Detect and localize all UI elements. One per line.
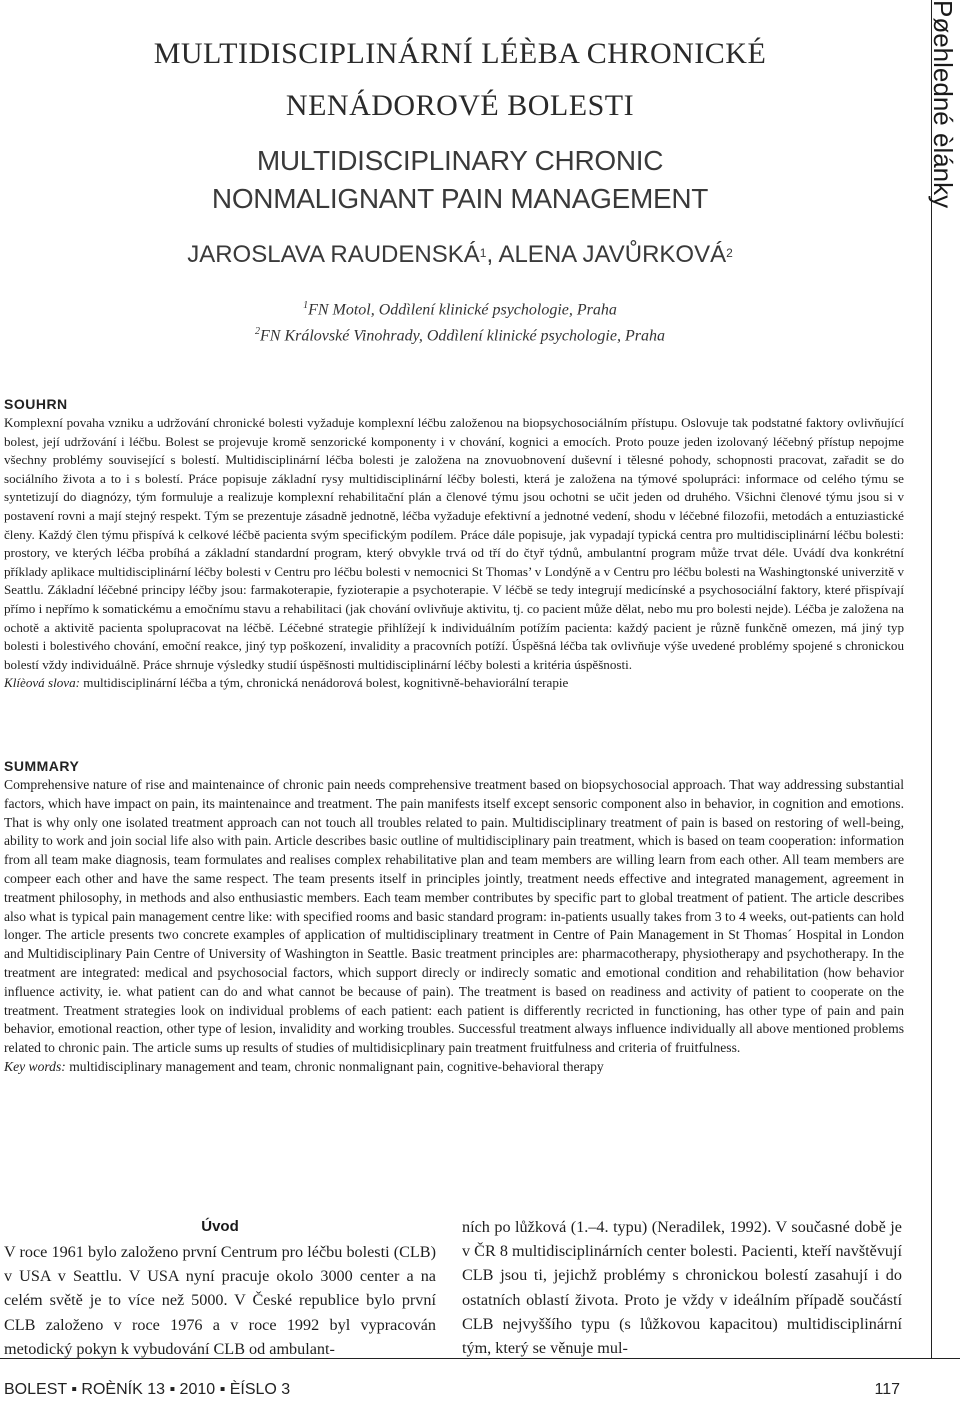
footer-divider bbox=[0, 1358, 960, 1359]
affiliation-2-sup: 2 bbox=[255, 326, 261, 338]
summary-keywords bbox=[4, 1058, 904, 1077]
page-number: 117 bbox=[874, 1381, 900, 1398]
affiliations bbox=[60, 295, 860, 348]
author-2: ALENA JAVŮRKOVÁ bbox=[498, 241, 727, 268]
summary-block bbox=[4, 776, 904, 1077]
summary-heading: SUMMARY bbox=[4, 758, 80, 774]
authors bbox=[60, 240, 860, 270]
title-czech-line1: MULTIDISCIPLINÁRNÍ LÉÈBA CHRONICKÉ bbox=[153, 37, 767, 70]
intro-heading: Úvod bbox=[201, 1218, 239, 1235]
title-english-line2: NONMALIGNANT PAIN MANAGEMENT bbox=[211, 183, 709, 214]
author-1: JAROSLAVA RAUDENSKÁ bbox=[187, 241, 480, 268]
affiliation-2 bbox=[60, 321, 860, 347]
souhrn-keywords-text: multidisciplinární léčba a tým, chronická nenádorová bolest, kognitivně-behaviorální terapie bbox=[80, 675, 569, 691]
souhrn-keywords bbox=[4, 674, 904, 693]
author-1-affil: 1 bbox=[479, 246, 487, 260]
journal-footer: BOLEST ▪ ROÈNÍK 13 ▪ 2010 ▪ ÈÍSLO 3 bbox=[4, 1381, 291, 1398]
souhrn-text: Komplexní povaha vzniku a udržování chronické bolesti vyžaduje komplexní léčbu založenou na biopsychosociálním přístupu. Oslovuje tak podstatné faktory ovlivňující bolest, její udržování i léčbu. Bolest se projevuje kromě senzorické komponenty i v chování, kognici a emocích. Proto pouze jeden izolovaný léčebný přístup nepojme všechny problémy související s bolestí. Multidisciplinární léčba bolesti je založena na znovuobnovení duševní i tělesné pohody, schopnosti pracovat, zařadit se do sociálního života a to i s bolestí. Práce popisuje základní rysy multidisciplinární léčby bolesti, která je založena na týmové spolupráci: informace od celého týmu se syntetizují do diagnózy, tým formuluje a realizuje komplexní rehabilitační plán a členové týmu jsou ochotni se učit jeden od druhého. Všichni členové týmu jsou si v postavení rovni a mají stejný respekt. Tým se prezentuje zásadně jednotně, léčba vyžaduje efektivní a jednotné vedení, shodu v léčebné filozofii, metodách a entuziastické členy. Každý člen týmu přispívá k celkové léčbě pacienta svým specifickým podílem. Práce dále popisuje, jak vypadají typická centra pro multidisciplinární léčbu bolesti: prostory, ve kterých léčba probíhá a základní standardní program, který obvykle trvá od tří do čtyř týdnů, ambulantní program může trvat déle. Uvádí dva konkrétní příklady aplikace multidisciplinární léčby bolesti v Centru pro léčbu bolesti v nemocnici St Thomas’ v Londýně a v Centru pro léčbu bolesti na Washingtonské univerzitě v Seattlu. Základní léčebné principy léčby jsou: farmakoterapie, fyzioterapie a psychoterapie. V léčbě se tedy integrují medicínské a psychosociální faktory, které přispívají přímo i nepřímo k somatickému a emočnímu stavu a rehabilitaci (jak chování ovlivňuje aktivitu, tj. co pacient může dělat, nebo mu pro bolesti nejde). Léčba je založena na ochotě a aktivitě pacienta spolupracovat na léčbě. Léčebné strategie přihlížejí k individuálním potížím pacienta: každý pacient je různě funkčně omezen, má jiný typ bolesti i bolestivého chování, emoční reakce, jiný typ poškození, invalidity a pracovních potíží. Úspěšná léčba tak ovlivňuje výše uvedené problémy spojené s chronickou bolestí vždy individuálně. Práce shrnuje výsledky studií úspěšnosti multidisciplinární léčby bolesti a kritéria úspěšnosti. bbox=[4, 415, 904, 672]
affiliation-1-sup: 1 bbox=[303, 300, 309, 311]
affiliation-2-text: FN Královské Vinohrady, Oddìlení klinické psychologie, Praha bbox=[260, 327, 665, 345]
summary-text: Comprehensive nature of rise and maintenaince of chronic pain needs comprehensive treatment based on biopsychosocial approach. That way addressing substantial factors, which have impact on pain, its maintenaince and treatment. The pain manifests itself except sensoric component also in behavior, in cognition and emotions. That is why only one isolated treatment approach can not touch all troubles related to pain. Multidisciplinary treatment of pain is based on restoring of well-being, ability to work and join social life also with pain. Article describes basic outline of multidisciplinary pain treatment, which is based on team cooperation: information from all team make diagnosis, team formulates and realises complex rehabilitative plan and team members are willing learn from each other. All team members are compeer each other and have the same respect. The team presents itself in principles jointly, treatment needs effective and integrated management, agreement in treatment philosophy, in methods and also enthusiastic members. Each team member contributes by specific part to global treatment of patient. The article describes also what is typical pain management centre like: with specified rooms and basic standard program: in-patients usually takes from 3 to 4 weeks, out-patients can hold longer. The article presents two concrete examples of application of multidisciplinary treatment in Centre of Pain Management in St Thomas´ Hospital in London and Multidisciplinary Pain Centre of University of Washington in Seattle. Basic treatment principles are: pharmacotherapy, physiotherapy and psychotherapy. In the treatment are integrated: medical and psychosocial factors, which support direcly or indirecly somatic and emotional condition and rehabilitation (how behavior influence activity, ie. what patient can do and what cannot be because of pain). The treatment is based on readiness and activity of patient to cooperate on the treatment. Treatment strategies look on individual problems of each patient: each patient is differently recricted in functioning, has other type of pain and pain behavior, emotional reaction, other type of lesion, invalidity and working troubles. Successful treatment always influence individually all above mentioned problems related to chronic pain. The article sums up results of studies of multidisicplinary pain treatment fruitfulness and criteria of fruitfulness. bbox=[4, 777, 904, 1056]
souhrn-block bbox=[4, 414, 904, 693]
souhrn-keywords-label: Klíèová slova: bbox=[4, 675, 80, 691]
author-separator: , bbox=[486, 241, 499, 268]
intro-left-column: V roce 1961 bylo založeno první Centrum pro léčbu bolesti (CLB) v USA v Seattlu. V USA nyní pracuje okolo 3000 center a na celém světě je to více než 5000. V České republice bylo první CLB založeno v roce 1976 a v roce 1992 byl vypracován metodický pokyn k vybudování CLB od ambulant- bbox=[4, 1243, 436, 1358]
title-czech-line2: NENÁDOROVÉ BOLESTI bbox=[285, 89, 635, 122]
title-czech bbox=[60, 28, 860, 132]
summary-keywords-label: Key words: bbox=[4, 1058, 66, 1074]
author-2-affil: 2 bbox=[726, 246, 733, 260]
affiliation-1-text: FN Motol, Oddìlení klinické psychologie, Praha bbox=[308, 301, 617, 319]
affiliation-1 bbox=[60, 295, 860, 321]
title-english-line1: MULTIDISCIPLINARY CHRONIC bbox=[256, 145, 664, 176]
title-english bbox=[60, 142, 860, 218]
souhrn-heading: SOUHRN bbox=[4, 396, 68, 412]
summary-keywords-text: multidisciplinary management and team, chronic nonmalignant pain, cognitive-behavioral therapy bbox=[65, 1058, 604, 1074]
intro-right-column: ních po lůžková (1.–4. typu) (Neradilek, 1992). V současné době je v ČR 8 multidisciplinárních center bolesti. Pacienti, kteří navštěvují CLB jsou ti, jejichž problémy s chronickou bolestí zasahují i do ostatních oblastí života. Proto je vždy v ideálním případě součástí CLB nejvyššího typu (s lůžkovou kapacitou) multidisciplinární tým, který se věnuje mul- bbox=[462, 1218, 902, 1358]
section-label: Pøehledné èlánky bbox=[928, 0, 958, 209]
